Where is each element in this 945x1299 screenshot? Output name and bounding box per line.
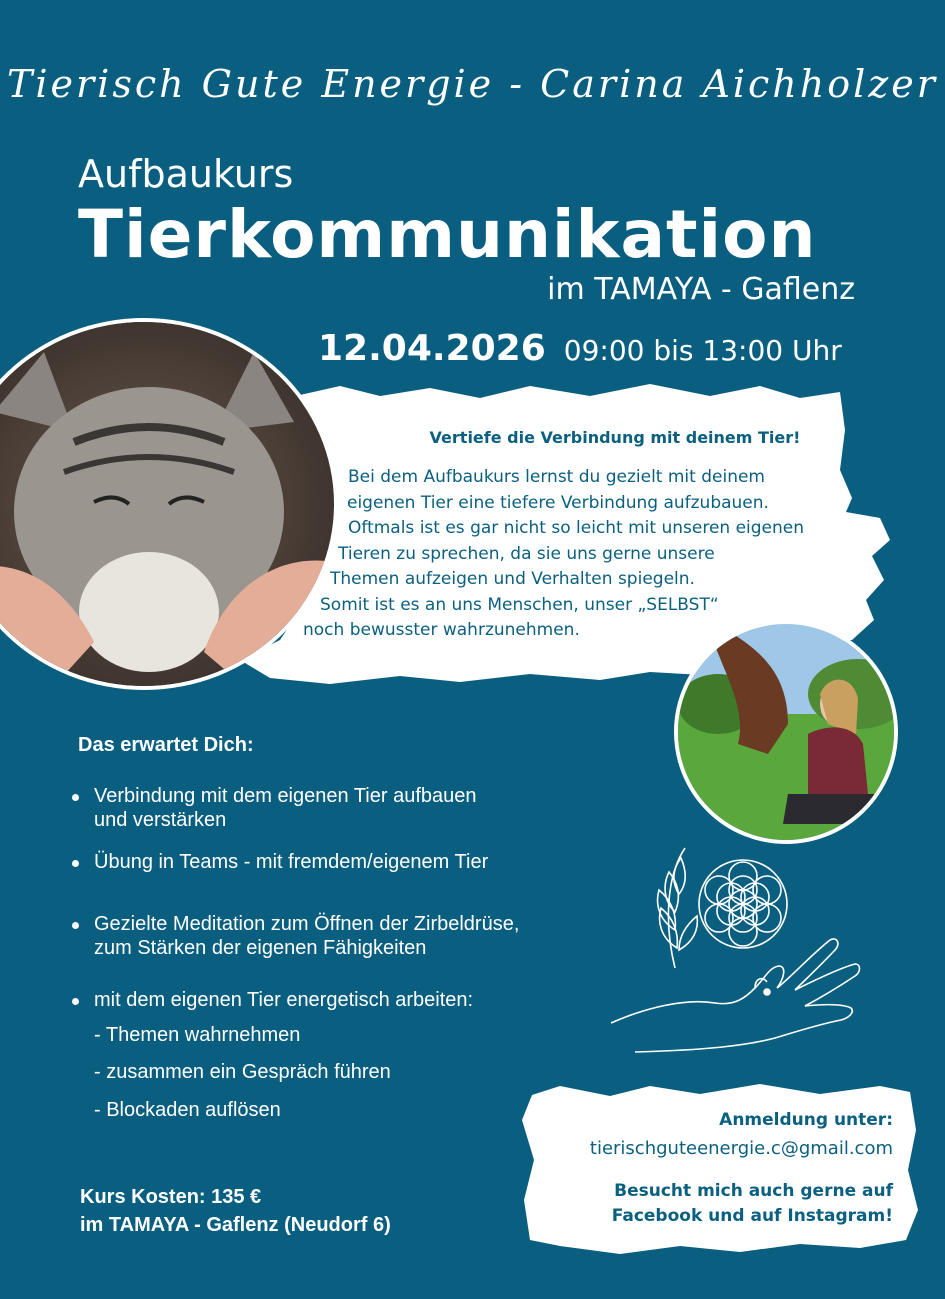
list-item <box>70 850 630 874</box>
bullet-icon <box>72 794 79 801</box>
expect-heading: Das erwartet Dich: <box>78 734 254 756</box>
course-date: 12.04.2026 <box>318 328 546 369</box>
list-item-text: mit dem eigenen Tier energetisch arbeiten: <box>94 989 474 1011</box>
intro-line: Themen aufzeigen und Verhalten spiegeln. <box>330 569 695 589</box>
list-item-text: und verstärken <box>94 809 227 831</box>
intro-line: noch bewusster wahrzunehmen. <box>303 620 580 640</box>
intro-heading: Vertiefe die Verbindung mit deinem Tier! <box>429 428 801 447</box>
intro-line: Bei dem Aufbaukurs lernst du gezielt mit deinem <box>348 467 765 487</box>
bullet-icon <box>72 998 79 1005</box>
horse-girl-photo <box>674 620 898 844</box>
intro-line: eigenen Tier eine tiefere Verbindung aufzubauen. <box>347 492 769 513</box>
brand-title: Tierisch Gute Energie - Carina Aichholzer <box>7 62 938 106</box>
list-item <box>70 784 630 832</box>
social-note <box>528 1179 893 1229</box>
sub-item: - Themen wahrnehmen <box>94 1024 301 1046</box>
intro-text-block <box>300 428 870 644</box>
course-venue: im TAMAYA - Gaflenz <box>547 272 855 307</box>
flower-hand-illustration <box>605 838 865 1058</box>
cost-block <box>80 1183 391 1239</box>
sub-item: - Blockaden auflösen <box>94 1099 281 1121</box>
signup-label: Anmeldung unter: <box>719 1110 893 1130</box>
bullet-icon <box>72 922 79 929</box>
list-item-text: Verbindung mit dem eigenen Tier aufbauen <box>94 785 477 807</box>
social-line: Facebook und auf Instagram! <box>611 1206 893 1226</box>
course-title: Tierkommunikation <box>78 196 817 273</box>
list-item-text: Übung in Teams - mit fremdem/eigenem Tier <box>94 851 489 873</box>
cost-line: Kurs Kosten: 135 € <box>80 1186 262 1208</box>
intro-line: Tieren zu sprechen, da sie uns gerne unsere <box>338 543 715 564</box>
sub-item: - zusammen ein Gespräch führen <box>94 1061 391 1083</box>
list-item <box>70 912 630 960</box>
date-time-line <box>318 328 842 369</box>
contact-block <box>528 1110 893 1229</box>
list-item <box>70 988 630 1012</box>
bullet-icon <box>72 860 79 867</box>
list-item-text: zum Stärken der eigenen Fähigkeiten <box>94 937 427 959</box>
email-link[interactable]: tierischguteenergie.c@gmail.com <box>589 1138 893 1159</box>
intro-line: Somit ist es an uns Menschen, unser „SELBST“ <box>320 594 719 615</box>
course-kicker: Aufbaukurs <box>78 152 294 196</box>
course-time: 09:00 bis 13:00 Uhr <box>563 334 842 367</box>
social-line: Besucht mich auch gerne auf <box>614 1181 893 1201</box>
cost-location: im TAMAYA - Gaflenz (Neudorf 6) <box>80 1214 391 1236</box>
list-item-text: Gezielte Meditation zum Öffnen der Zirbeldrüse, <box>94 913 520 935</box>
intro-line: Oftmals ist es gar nicht so leicht mit unseren eigenen <box>348 518 805 538</box>
intro-body <box>300 465 870 644</box>
